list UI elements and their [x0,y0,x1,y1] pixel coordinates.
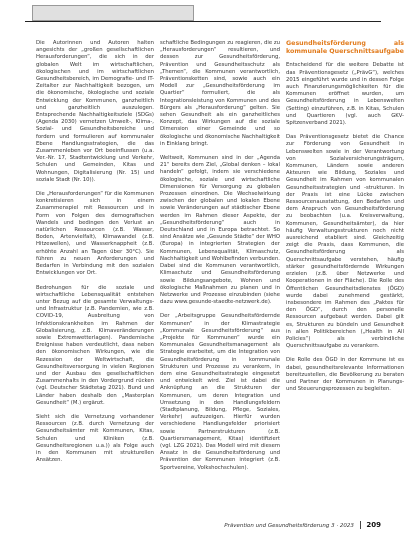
paragraph: Das Präventionsgesetz bietet die Chance zur Förderung von Gesundheit in Lebenswelten sowie in der Verantwortung von Sozialversicherungsträgern, Kommunen, Ländern sowie anderen Akteuren wie Bildung, Soziales und Gesundheit im Rahmen von kommunalen Gesundheitsstrategien und -strukturen. In der Praxis ist eine Lücke zwischen Ressourcenausstattung, den Bedarfen und dem Anspruch von Gesundheitsförderung zu beobachten (u.a. Kreisverwaltung, Kommunen, Gesundheitsämter), da hier häufig Verwaltungsstrukturen noch nicht ausreichend etabliert sind. Gleichzeitig zeigt die Praxis, dass Kommunen, die Gesundheitsförderung als Querschnittsaufgabe verstehen, häufig stärker gesundheitsfördernde Wirkungen erzielen (z.B. über Netzwerke und Kooperationen in der Fläche). Die Rolle des Öffentlichen Gesundheitsdienstes (ÖGD) wurde dabei zunehmend gestärkt, insbesondere im Rahmen des „Paktes für den ÖGD“, durch den personelle Ressourcen aufgebaut werden. Dabei gilt es, Strukturen zu bündeln und Gesundheit in allen Politikbereichen („Health in All Policies“) als verbindliche Querschnittsaufgabe zu verankern. [286,134,404,350]
paragraph: Der „Arbeitsgruppe Gesundheitsfördernde Kommunen“ in der Klimastrategie „Kommunale Gesundheitsförderung“ aus „Projekte für Kommunen“ wurde ein Kommunales Gesundheitsmanagement als Strategie erarbeitet, um die Integration von Gesundheitsförderung in kommunale Strukturen und Prozesse zu verankern, in dem eine Gesundheitsstrategie eingesetzt und entwickelt wird. Ziel ist dabei die Anknüpfung an die Strukturen der Kommunen, um deren Integration und Umsetzung in den Handlungsfeldern (Stadtplanung, Bildung, Pflege, Soziales, Verkehr) aufzuzeigen. Hierfür wurden verschiedene Handlungsfelder priorisiert sowie Partnerstrukturen (z.B. Quartiersmanagement, Kitas) identifiziert (vgl. LZG 2021). Das Modell wird mit diesem Ansatz in die Gesundheitsförderung und Prävention der Kommunen integriert (z.B. Sportvereine, Volkshochschulen). [160,313,280,471]
section-heading: Gesundheitsförderung als kommunale Querschnittsaufgabe [286,40,404,56]
paragraph: Entscheidend für die weitere Debatte ist das Präventionsgesetz („PrävG“), welches 2015 eingeführt wurde und in dessen Folge auch Finanzierungsmöglichkeiten für die Kommunen eröffnet wurden, um Gesundheitsförderung in Lebenswelten (Setting) einzuführen, z.B. in Kitas, Schulen und Quartieren (vgl. auch GKV-Spitzenverband 2021). [286,62,404,127]
text-column-2 [160,40,280,479]
journal-citation: Prävention und Gesundheitsförderung 3 · 2023 [224,522,354,529]
page-footer [224,521,381,530]
paragraph: Sieht sich die Vernetzung vorhandener Ressourcen (z.B. durch Vernetzung der Gesundheitsämter mit Kommunen, Kitas, Schulen und Kliniken (z.B. Gesundheitsregionen u.a.)) als Folge auch in den Kommunen mit strukturellen Ansätzen. [36,413,154,464]
paragraph: schaftliche Bedingungen zu reagieren, die zu „Herausforderungen“ resultieren, und dessen zur Gesundheitsförderung, Prävention und Gesundheitsschutz als „Themen“, die Kommunen verantwortlich, Präventionsketten sind, sowie auch ein Modell zur „Gesundheitsförderung im Quartier“ formuliert, die als Integrationsleistung von Kommunen und des Bürgers als „Herausforderung“ gelten. Sie sehen Gesundheit als ein ganzheitliches Konzept, das Wirkungen auf die soziale Dimension einer Gemeinde und so ökologische und ökonomische Nachhaltigkeit in Einklang bringt. [160,40,280,147]
footer-separator [360,521,361,529]
page-number: 209 [366,520,381,529]
header-placeholder-box [32,5,194,21]
paragraph: Weltweit, Kommunen sind in der „Agenda 21“ bereits dem Ziel, „Global denken – lokal handeln“ gefolgt, indem sie verschiedene ökologische, soziale und wirtschaftliche Dimensionen für Versorgung zu globalen Prozessen einordnen. Die Wechselwirkung zwischen der globalen und lokalen Ebene sowie Veränderungen auf städtischer Ebene werden im Rahmen dieser Aspekte, der „Gesundheitsförderung“ auch in Deutschland und in Europa betrachtet. So sind Ansätze wie „Gesunde Städte“ der WHO (Europa) in integrierten Strategien der Kommunen, Lebensqualität, Klimaschutz, Nachhaltigkeit und Wohlbefinden verbunden. Dabei sind die Kommunen verantwortlich, Klimaschutz und Gesundheitsförderung sowie Bildungsangebote, Wohnen und ökologische Maßnahmen zu planen und in Netzwerke und Prozesse einzubinden (siehe dazu www.gesunde-staedte-netzwerk.de). [160,155,280,306]
paragraph: Die Autorinnen und Autoren halten angesichts der „großen gesellschaftlichen Herausforderungen“, die sich in der globalen Welt im wirtschaftlichen, ökologischen und im wirtschaftlichen Gesundheitsbereich, im Demografie- und IT-Zeitalter zur Nachhaltigkeit bezogen, um die ökonomische, ökologische und soziale Entwicklung der Kommunen, ganzheitlich und ganzheitlich auszulegen. Entsprechende Nachhaltigkeitsziele (SDGs) (Agenda 2030) vernetzen Umwelt-, Klima-, Sozial- und Gesundheitsbereiche und fordern und formulieren auf kommunaler Ebene Handlungsstrategien, die das Zusammenleben vor Ort beeinflussen (u.a. Ver.-Nr. 17, Stadtentwicklung und Verkehr, Schulen und Gemeinden, Kitas und Wohnungen, Digitalisierung (Nr. 15) und soziale Stadt (Nr. 10)). [36,40,154,183]
header-rule [25,21,381,22]
paragraph: Bedrohungen für die soziale und wirtschaftliche Lebensqualität entstehen unter Bezug auf die gesamte Verwaltungs- und Infrastruktur (z.B. Pandemien, wie z.B. COVID-19, Ausbreitung von Infektionskrankheiten im Rahmen der Globalisierung, z.B. Klimaveränderungen sowie Extremwetterlagen). Pandemische Ereignisse haben verdeutlicht, dass neben den ökonomischen Wirkungen, wie die Rezession der Weltwirtschaft, die Gesundheitsversorgung in vielen Regionen und der Ausbau des gesellschaftlichen Zusammenhalts in den Vordergrund rücken (vgl. Deutscher Städtetag 2021). Bund und Länder haben deshalb den „Masterplan Gesundheit“ (M.) ergänzt. [36,284,154,406]
text-column-1 [36,40,154,471]
paragraph: Die „Herausforderungen“ für die Kommunen konkretisieren sich in einem Zusammenspiel mit Ressourcen und in Form von Folgen des demografischen Wandels und bedingen den Verlust an natürlichen Ressourcen (z.B. Wasser, Boden, Artenvielfalt), Klimawandel (z.B. Hitzewellen), und Wasserknappheit (z.B. erhöhte Anzahl an Tagen über 30°C). Sie führen zu neuen Anforderungen und Bedarfen in Verbindung mit den sozialen Entwicklungen vor Ort. [36,191,154,277]
paragraph: Die Rolle des ÖGD in der Kommune ist es dabei, gesundheitsrelevante Informationen bereitzustellen, die Bevölkerung zu beraten und Partner der Kommunen in Planungs- und Steuerungsprozessen zu begleiten. [286,357,404,393]
text-column-3 [286,40,404,400]
